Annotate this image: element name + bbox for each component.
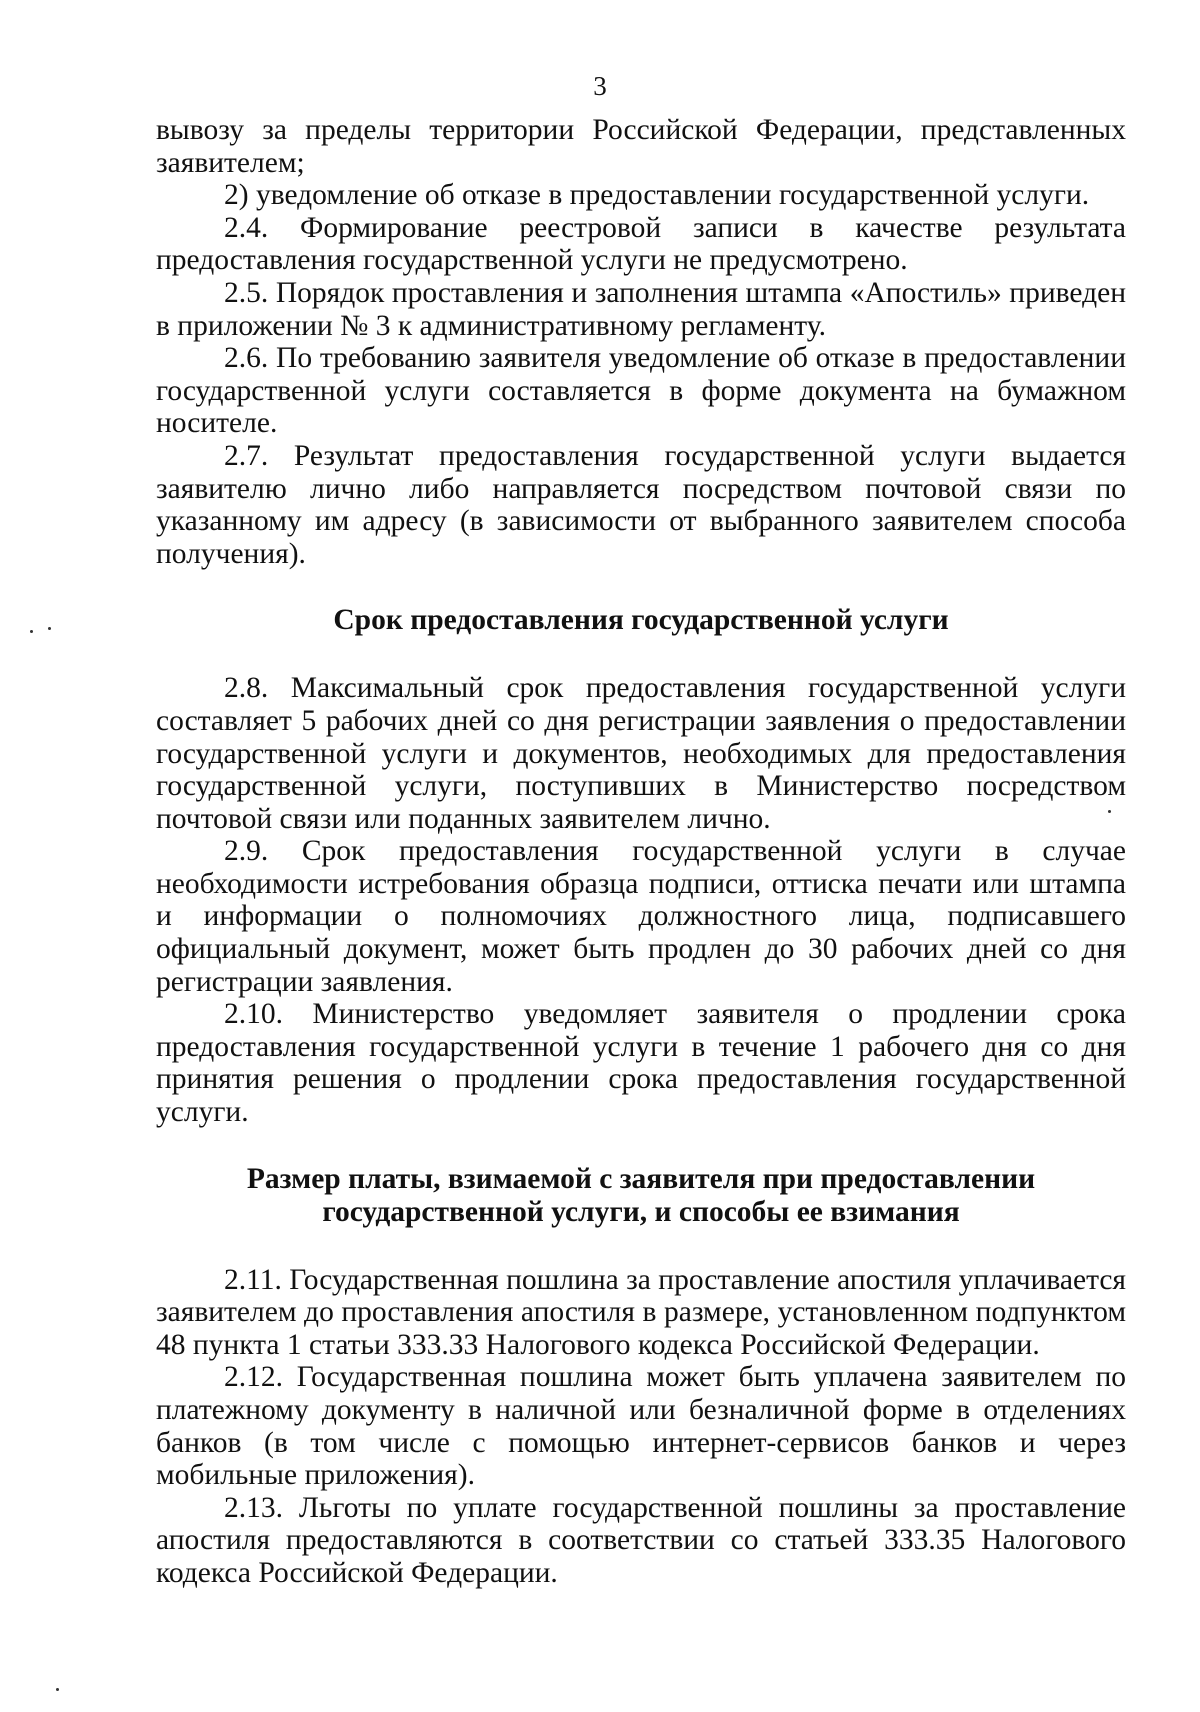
paragraph-2-13: 2.13. Льготы по уплате государственной пошлины за проставление апостиля предоставляются в соответствии со статьей 333.35 Налогового кодекса Российской Федерации. xyxy=(156,1491,1126,1589)
paragraph-2-6: 2.6. По требованию заявителя уведомление об отказе в предоставлении государственной услуги составляется в форме документа на бумажном носителе. xyxy=(156,342,1126,440)
paragraph-2-9: 2.9. Срок предоставления государственной услуги в случае необходимости истребования образца подписи, оттиска печати или штампа и информации о полномочиях должностного лица, подписавшего официальный документ, может быть продлен до 30 рабочих дней со дня регистрации заявления. xyxy=(156,835,1126,998)
paragraph-2-4: 2.4. Формирование реестровой записи в качестве результата предоставления государственной услуги не предусмотрено. xyxy=(156,211,1126,277)
paragraph-2-10: 2.10. Министерство уведомляет заявителя о продлении срока предоставления государственной услуги в течение 1 рабочего дня со дня принятия решения о продлении срока предоставления государственной услуги. xyxy=(156,998,1126,1129)
paragraph-2-8: 2.8. Максимальный срок предоставления государственной услуги составляет 5 рабочих дней со дня регистрации заявления о предоставлении государственной услуги и документов, необходимых для предоставления государственной услуги, поступивших в Министерство посредством почтовой связи или поданных заявителем лично. xyxy=(156,672,1126,835)
page-number: 3 xyxy=(593,71,607,101)
paragraph-2-12: 2.12. Государственная пошлина может быть уплачена заявителем по платежному документу в наличной или безналичной форме в отделениях банков (в том числе с помощью интернет-сервисов банков и через мобильные приложения). xyxy=(156,1361,1126,1492)
scan-speck xyxy=(30,630,33,633)
scan-speck xyxy=(1108,810,1111,813)
document-body xyxy=(156,114,1126,1590)
section-heading-term: Срок предоставления государственной услуги xyxy=(333,604,949,637)
section-heading-fee-line2: государственной услуги, и способы ее взимания xyxy=(322,1195,960,1228)
section-heading-fee-line1: Размер платы, взимаемой с заявителя при предоставлении xyxy=(246,1162,1036,1195)
paragraph-item-2: 2) уведомление об отказе в предоставлении государственной услуги. xyxy=(224,179,1090,212)
paragraph-2-11: 2.11. Государственная пошлина за проставление апостиля уплачивается заявителем до проставления апостиля в размере, установленном подпунктом 48 пункта 1 статьи 333.33 Налогового кодекса Российской Федерации. xyxy=(156,1263,1126,1361)
section-heading-fee xyxy=(156,1163,1126,1229)
paragraph-2-7: 2.7. Результат предоставления государственной услуги выдается заявителю лично либо направляется посредством почтовой связи по указанному им адресу (в зависимости от выбранного заявителем способа получения). xyxy=(156,439,1126,570)
scan-speck xyxy=(56,1688,59,1691)
scan-speck xyxy=(48,627,51,630)
paragraph-continuation: вывозу за пределы территории Российской Федерации, представленных заявителем; xyxy=(156,114,1126,179)
paragraph-2-5: 2.5. Порядок проставления и заполнения штампа «Апостиль» приведен в приложении № 3 к административному регламенту. xyxy=(156,276,1126,342)
